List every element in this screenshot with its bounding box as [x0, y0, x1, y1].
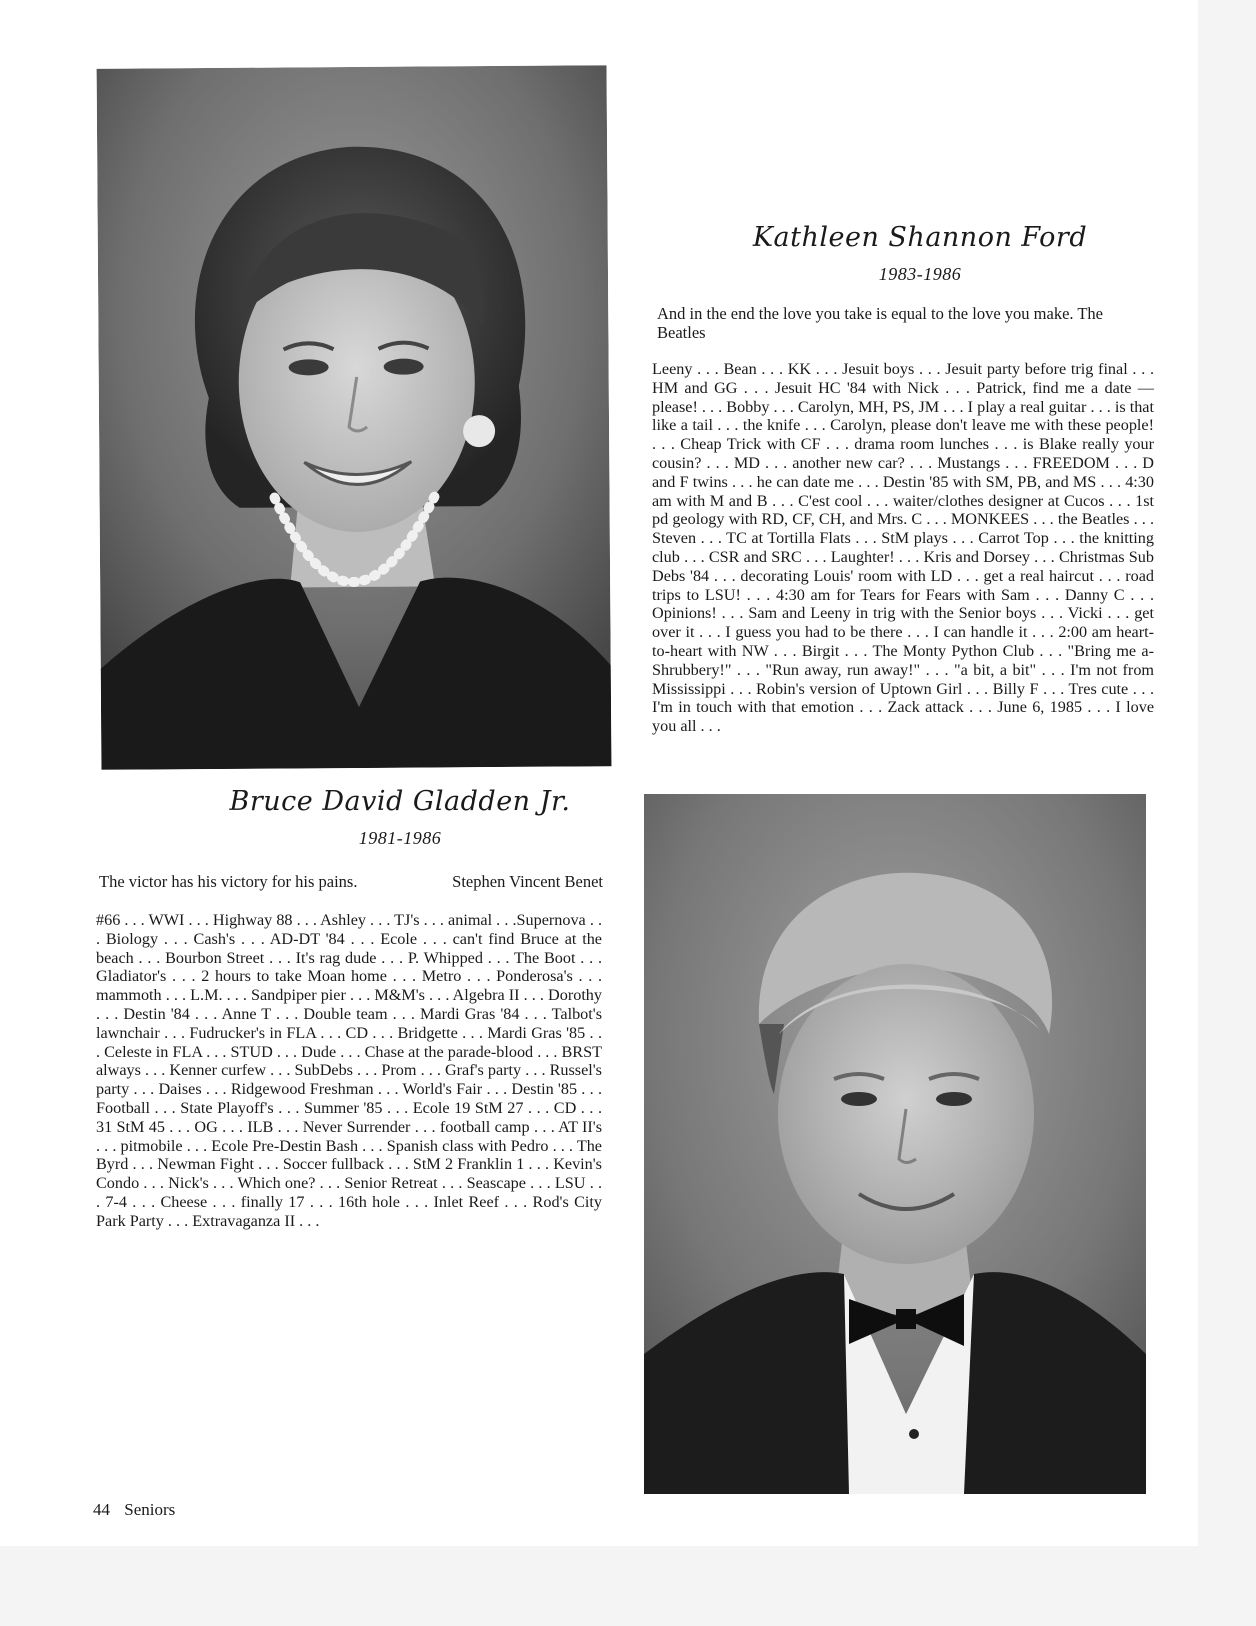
page-footer [93, 1500, 185, 1520]
scan-margin-right [1198, 0, 1256, 1626]
senior-years-kathleen: 1983-1986 [878, 264, 962, 284]
senior-years-bruce: 1981-1986 [358, 828, 442, 848]
page-number: 44 [93, 1500, 110, 1519]
senior-quote-kathleen: And in the end the love you take is equal to the love you make. The Beatles [657, 304, 1103, 342]
quote-text-bruce: The victor has his victory for his pains. [99, 872, 358, 891]
senior-memories-bruce: #66 . . . WWI . . . Highway 88 . . . Ashley . . . TJ's . . . animal . . .Supernova . . . Biology . . . Cash's . . . AD-DT '84 . . . Ecole . . . can't find Bruce at the beach . . . Bourbon Street . . . It's rag dude . . . P. Whipped . . . The Boot . . . Gladiator's . . . 2 hours to take Moan home . . . Metro . . . Ponderosa's . . . mammoth . . . L.M. . . . Sandpiper pier . . . M&M's . . . Algebra II . . . Dorothy . . . Destin '84 . . . Anne T . . . Double team . . . Mardi Gras '84 . . . Talbot's lawnchair . . . Fudrucker's in FLA . . . CD . . . Bridgette . . . Mardi Gras '85 . . . Celeste in FLA . . . STUD . . . Dude . . . Chase at the parade-blood . . . BRST always . . . Kenner curfew . . . SubDebs . . . Prom . . . Graf's party . . . Russel's party . . . Daises . . . Ridgewood Freshman . . . World's Fair . . . Destin '85 . . . Football . . . State Playoff's . . . Summer '85 . . . Ecole 19 StM 27 . . . CD . . . 31 StM 45 . . . OG . . . ILB . . . Never Surrender . . . football camp . . . AT II's . . . pitmobile . . . Ecole Pre-Destin Bash . . . Spanish class with Pedro . . . The Byrd . . . Newman Fight . . . Soccer fullback . . . StM 2 Franklin 1 . . . Kevin's Condo . . . Nick's . . . Which one? . . . Senior Retreat . . . Seascape . . . LSU . . . 7-4 . . . Cheese . . . finally 17 . . . 16th hole . . . Inlet Reef . . . Rod's City Park Party . . . Extravaganza II . . . [96, 911, 602, 1230]
senior-name-bruce: Bruce David Gladden Jr. [229, 786, 571, 817]
quote-author-bruce: Stephen Vincent Benet [452, 872, 603, 891]
senior-name-kathleen: Kathleen Shannon Ford [752, 222, 1088, 253]
portrait-photo-bruce [644, 794, 1146, 1494]
senior-memories-kathleen: Leeny . . . Bean . . . KK . . . Jesuit boys . . . Jesuit party before trig final . . . HM and GG . . . Jesuit HC '84 with Nick . . . Patrick, find me a date — please! . . . Bobby . . . Carolyn, MH, PS, JM . . . I play a real guitar . . . is that like a tail . . . the knife . . . Carolyn, please don't leave me with these people! . . . Cheap Trick with CF . . . drama room lunches . . . is Blake really your cousin? . . . MD . . . another new car? . . . Mustangs . . . FREEDOM . . . D and F twins . . . he can date me . . . Destin '85 with SM, PB, and MS . . . 4:30 am with M and B . . . C'est cool . . . waiter/clothes designer at Cucos . . . 1st pd geology with RD, CF, CH, and Mrs. C . . . MONKEES . . . the Beatles . . . Steven . . . TC at Tortilla Flats . . . StM plays . . . Carrot Top . . . the knitting club . . . CSR and SRC . . . Laughter! . . . Kris and Dorsey . . . Christmas Sub Debs '84 . . . decorating Louis' room with LD . . . get a real haircut . . . road trips to LSU! . . . 4:30 am for Tears for Fears with Sam . . . Danny C . . . Opinions! . . . Sam and Leeny in trig with the Senior boys . . . Vicki . . . get over it . . . I guess you had to be there . . . I can handle it . . . 2:00 am heart-to-heart with NW . . . Birgit . . . The Monty Python Club . . . "Bring me a-Shrubbery!" . . . "Run away, run away!" . . . "a bit, a bit" . . . I'm not from Mississippi . . . Robin's version of Uptown Girl . . . Billy F . . . Tres cute . . . I'm in touch with that emotion . . . Zack attack . . . June 6, 1985 . . . I love you all . . . [652, 360, 1154, 736]
scan-margin-bottom [0, 1546, 1256, 1626]
portrait-photo-kathleen [97, 65, 612, 770]
portrait-kathleen-image [97, 65, 612, 770]
section-name: Seniors [124, 1500, 176, 1519]
senior-quote-bruce [99, 872, 603, 891]
portrait-bruce-image [644, 794, 1146, 1494]
